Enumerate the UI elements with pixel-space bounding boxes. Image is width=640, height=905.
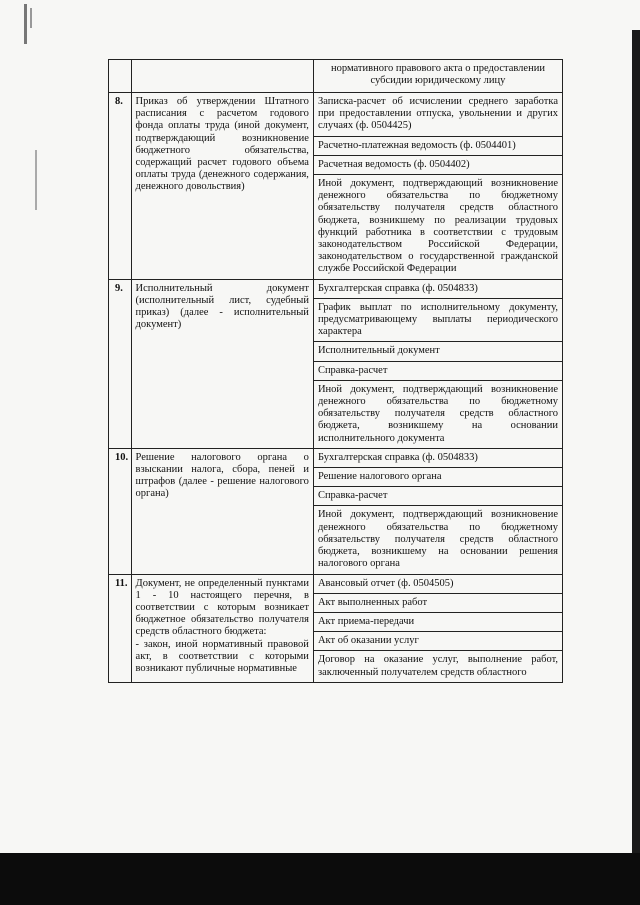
row-number: 9. bbox=[109, 279, 132, 448]
scan-bottom-edge bbox=[0, 853, 640, 905]
document-name: Приказ об утверждении Штатного расписания с расчетом годового фонда оплаты труда (иной документ, подтверждающий возникновение бюджетного обязательства, содержащий расчет годового объема оплаты труда (денежного содержания, денежного довольствия) bbox=[131, 93, 313, 280]
related-document: Акт приема-передачи bbox=[313, 612, 562, 631]
scan-artifact bbox=[30, 8, 32, 28]
row-number: 10. bbox=[109, 448, 132, 574]
related-document: Акт выполненных работ bbox=[313, 593, 562, 612]
related-document: Расчетно-платежная ведомость (ф. 0504401) bbox=[313, 136, 562, 155]
scan-left-edge bbox=[0, 0, 38, 905]
number-cell bbox=[109, 60, 132, 93]
table-row bbox=[109, 574, 563, 593]
scan-right-edge bbox=[632, 30, 640, 870]
table-row bbox=[109, 448, 563, 467]
related-document: Расчетная ведомость (ф. 0504402) bbox=[313, 155, 562, 174]
document-name: Исполнительный документ (исполнительный лист, судебный приказ) (далее - исполнительный документ) bbox=[131, 279, 313, 448]
document-name: Документ, не определенный пунктами 1 - 10 настоящего перечня, в соответствии с которым возникает бюджетное обязательство получателя средств областного бюджета: - закон, иной нормативный правовой акт, в соответствии с которыми возникают публичные нормативные bbox=[131, 574, 313, 682]
document-name: Решение налогового органа о взыскании налога, сбора, пеней и штрафов (далее - решение налогового органа) bbox=[131, 448, 313, 574]
related-document-cell: нормативного правового акта о предоставлении субсидии юридическому лицу bbox=[313, 60, 562, 93]
related-document: Исполнительный документ bbox=[313, 342, 562, 361]
row-number: 11. bbox=[109, 574, 132, 682]
documents-table bbox=[108, 59, 563, 683]
table-rows bbox=[109, 93, 563, 683]
related-document: Договор на оказание услуг, выполнение работ, заключенный получателем средств областного bbox=[313, 651, 562, 682]
related-document: Справка-расчет bbox=[313, 487, 562, 506]
scan-artifact bbox=[24, 4, 27, 44]
related-document: Авансовый отчет (ф. 0504505) bbox=[313, 574, 562, 593]
related-document: График выплат по исполнительному документу, предусматривающему выплаты периодического характера bbox=[313, 298, 562, 342]
table-row bbox=[109, 279, 563, 298]
row-number: 8. bbox=[109, 93, 132, 280]
scan-artifact bbox=[35, 150, 37, 210]
related-document: Иной документ, подтверждающий возникновение денежного обязательства по бюджетному обязательству получателя средств областного бюджета, возникшему на основании решения налогового органа bbox=[313, 506, 562, 574]
related-document: Бухгалтерская справка (ф. 0504833) bbox=[313, 448, 562, 467]
related-document: Акт об оказании услуг bbox=[313, 632, 562, 651]
related-document: Решение налогового органа bbox=[313, 468, 562, 487]
document-cell bbox=[131, 60, 313, 93]
related-document: Справка-расчет bbox=[313, 361, 562, 380]
related-document: Иной документ, подтверждающий возникновение денежного обязательства по бюджетному обязательству получателя средств областного бюджета, возникшему на основании исполнительного документа bbox=[313, 380, 562, 448]
related-document: Иной документ, подтверждающий возникновение денежного обязательства по бюджетному обязательству получателя средств областного бюджета, возникшему по реализации трудовых функций работника в соответствии с трудовым законодательством Российской Федерации, законодательством о государственной гражданской службе Российской Федерации bbox=[313, 175, 562, 280]
table-row bbox=[109, 93, 563, 137]
related-document: Бухгалтерская справка (ф. 0504833) bbox=[313, 279, 562, 298]
table-row-continuation bbox=[109, 60, 563, 93]
related-document: Записка-расчет об исчислении среднего заработка при предоставлении отпуска, увольнении и других случаях (ф. 0504425) bbox=[313, 93, 562, 137]
